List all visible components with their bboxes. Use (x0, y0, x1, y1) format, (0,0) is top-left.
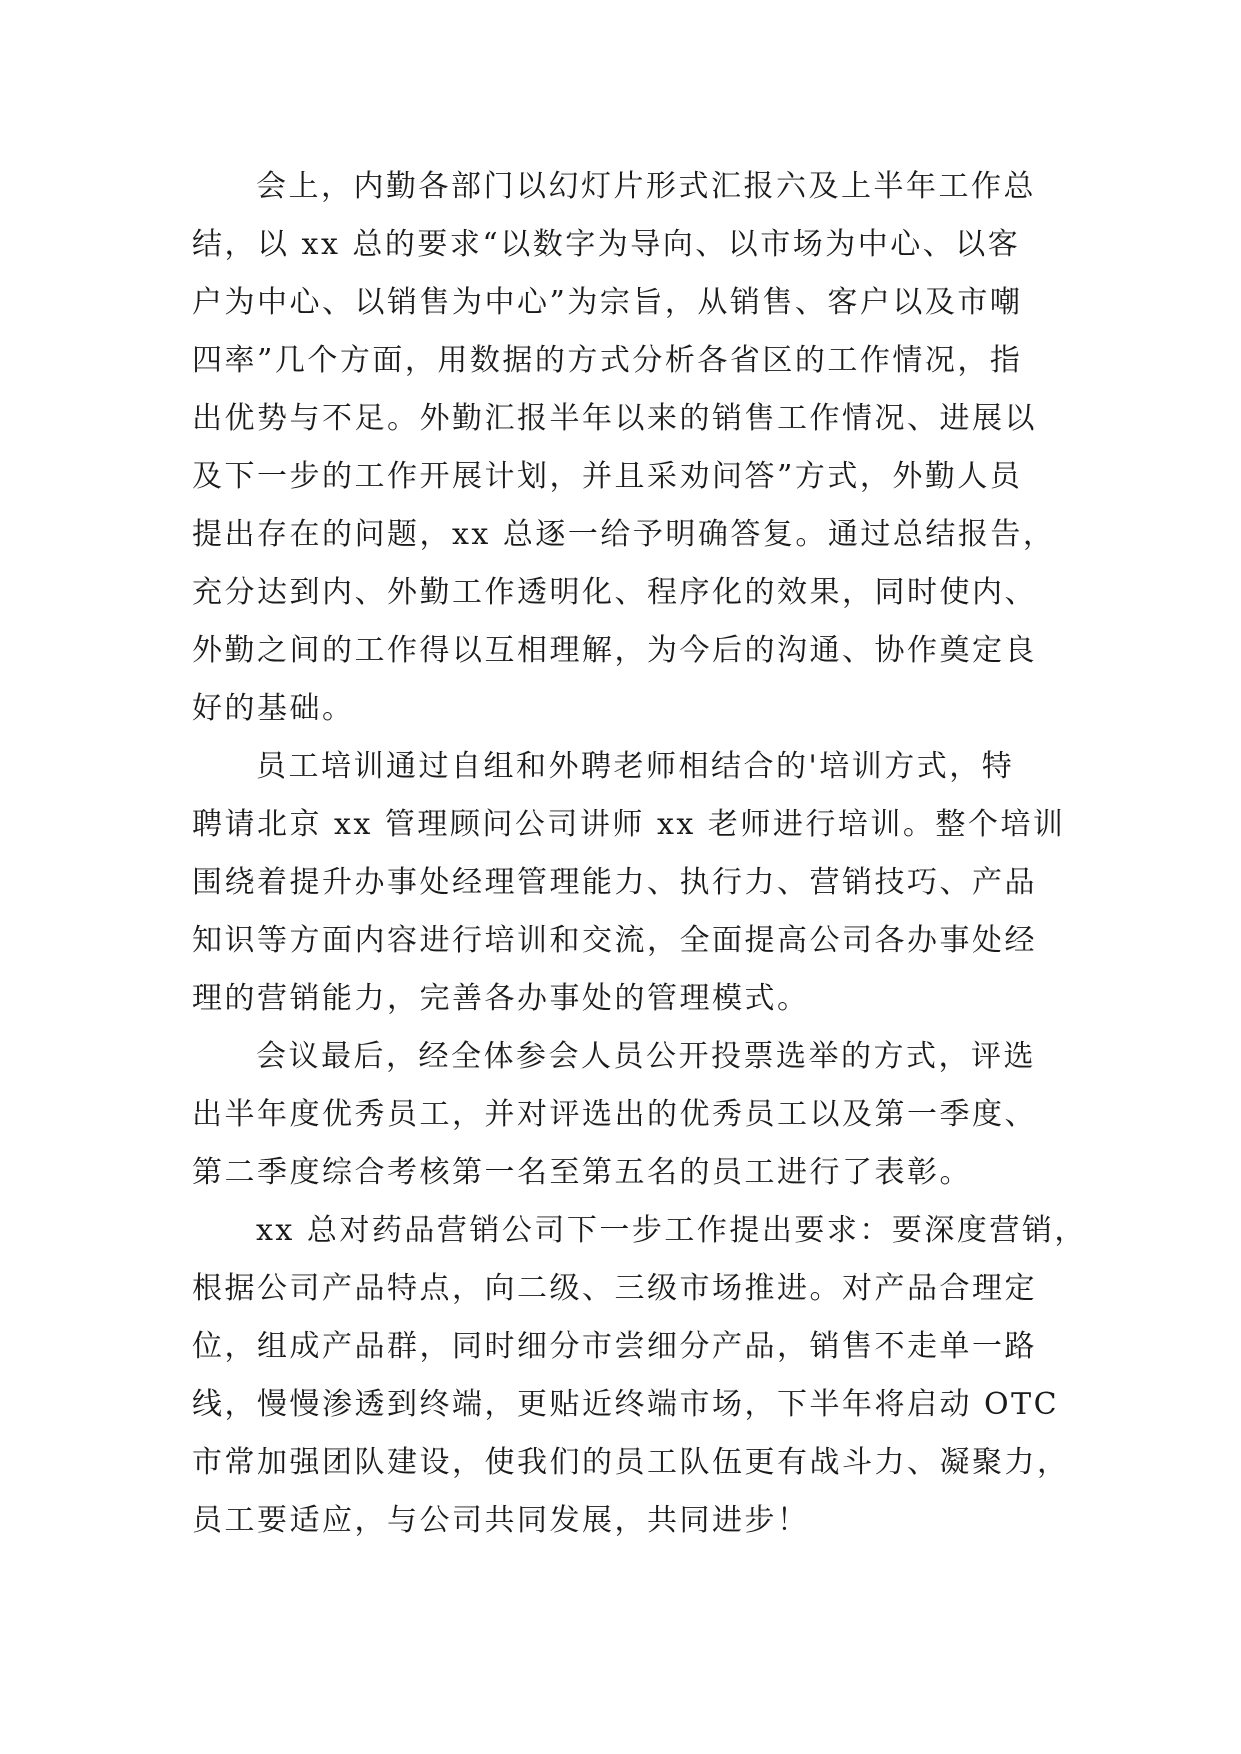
text-line: 根据公司产品特点，向二级、三级市场推进。对产品合理定 (192, 1271, 1037, 1306)
text-line: 位，组成产品群，同时细分市尝细分产品，销售不走单一路 (192, 1329, 1037, 1364)
text-line: 出半年度优秀员工，并对评选出的优秀员工以及第一季度、 (192, 1097, 1037, 1132)
document-body (192, 158, 1087, 1550)
text-line: 会上，内勤各部门以幻灯片形式汇报六及上半年工作总 (256, 169, 1036, 204)
text-line: 出优势与不足。外勤汇报半年以来的销售工作情况、进展以 (192, 401, 1037, 436)
text-line: 外勤之间的工作得以互相理解，为今后的沟通、协作奠定良 (192, 633, 1037, 668)
paragraph-staff-training (192, 738, 1072, 1028)
paragraph-requirements (192, 1202, 1087, 1550)
text-line: 线，慢慢渗透到终端，更贴近终端市场，下半年将启动 OTC (192, 1387, 1060, 1422)
text-line: 第二季度综合考核第一名至第五名的员工进行了表彰。 (192, 1155, 972, 1190)
text-line: 好的基础。 (192, 691, 355, 726)
text-line: 四率”几个方面，用数据的方式分析各省区的工作情况，指 (192, 343, 1023, 378)
text-line: 户为中心、以销售为中心”为宗旨，从销售、客户以及市嘲 (192, 285, 1023, 320)
text-line: 员工培训通过自组和外聘老师相结合的'培训方式，特 (256, 749, 1015, 784)
text-line: 充分达到内、外勤工作透明化、程序化的效果，同时使内、 (192, 575, 1037, 610)
text-line: 员工要适应，与公司共同发展，共同进步！ (192, 1503, 810, 1538)
paragraph-meeting-report (192, 158, 1072, 738)
text-line: 市常加强团队建设，使我们的员工队伍更有战斗力、凝聚力， (192, 1445, 1070, 1480)
text-line: 结，以 xx 总的要求“以数字为导向、以市场为中心、以客 (192, 227, 1021, 262)
text-line: 知识等方面内容进行培训和交流，全面提高公司各办事处经 (192, 923, 1037, 958)
paragraph-awards (192, 1028, 1072, 1202)
text-line: 理的营销能力，完善各办事处的管理模式。 (192, 981, 810, 1016)
text-line: xx 总对药品营销公司下一步工作提出要求：要深度营销， (256, 1213, 1087, 1248)
text-line: 聘请北京 xx 管理顾问公司讲师 xx 老师进行培训。整个培训 (192, 807, 1066, 842)
text-line: 会议最后，经全体参会人员公开投票选举的方式，评选 (256, 1039, 1036, 1074)
text-line: 提出存在的问题，xx 总逐一给予明确答复。通过总结报告， (192, 517, 1056, 552)
text-line: 及下一步的工作开展计划，并且采劝问答”方式，外勤人员 (192, 459, 1023, 494)
text-line: 围绕着提升办事处经理管理能力、执行力、营销技巧、产品 (192, 865, 1037, 900)
